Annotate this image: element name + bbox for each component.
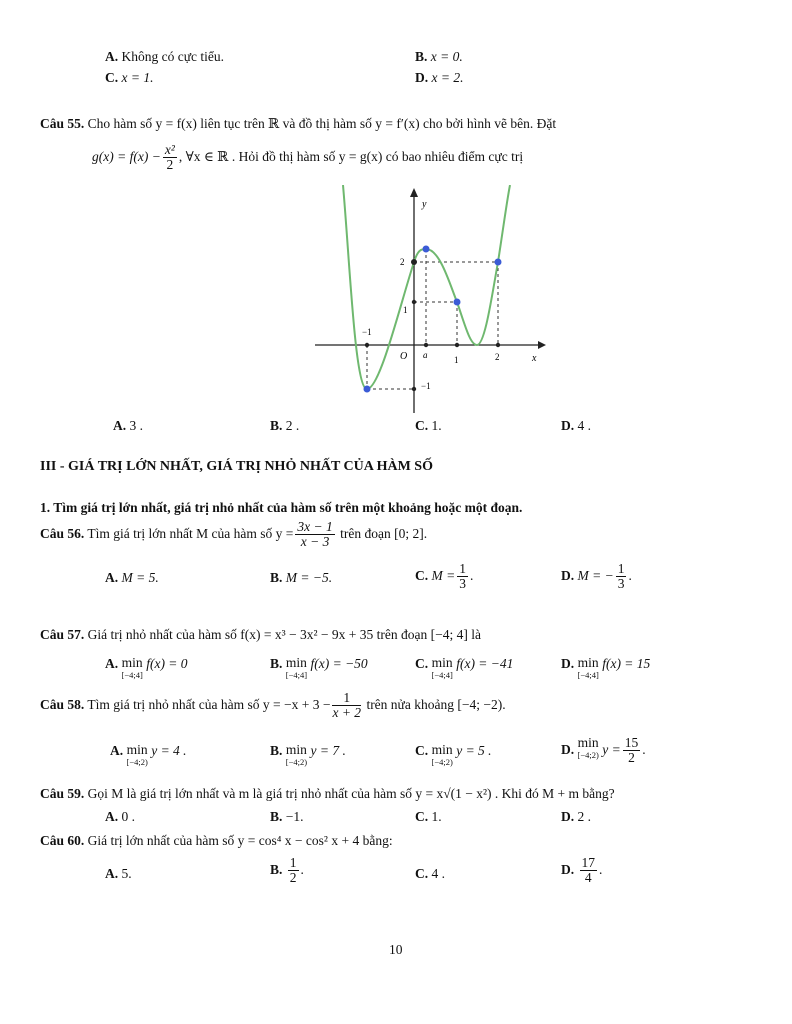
q59-option-a: A. 0 . bbox=[105, 809, 135, 824]
label-x: x bbox=[532, 353, 537, 364]
label-y-2: 2 bbox=[400, 257, 405, 267]
guide-lines bbox=[367, 249, 498, 389]
q55-text: Câu 55. Cho hàm số y = f(x) liên tục trên ℝ và đồ thị hàm số y = f′(x) cho bởi hình vẽ bên. Đặt bbox=[40, 116, 557, 131]
q59-option-b: B. −1. bbox=[270, 809, 304, 824]
x-axis-arrow bbox=[538, 341, 546, 349]
point-0-2 bbox=[411, 259, 417, 265]
label-y-neg1: −1 bbox=[421, 381, 431, 391]
label-origin: O bbox=[400, 351, 408, 362]
label-y-1: 1 bbox=[403, 305, 408, 315]
label-y: y bbox=[422, 199, 427, 210]
q54-option-a: A. Không có cực tiểu. bbox=[105, 49, 225, 64]
q60-option-c: C. 4 . bbox=[415, 866, 445, 881]
section-subtitle: 1. Tìm giá trị lớn nhất, giá trị nhỏ nhất của hàm số trên một khoảng hoặc một đoạn. bbox=[40, 500, 523, 515]
point-1-1 bbox=[454, 299, 461, 306]
label-x-neg1: −1 bbox=[362, 327, 372, 337]
q55-option-d: D. 4 . bbox=[561, 418, 591, 433]
q60-text: Câu 60. Giá trị lớn nhất của hàm số y = cos⁴ x − cos² x + 4 bằng: bbox=[40, 833, 393, 848]
q60-option-b: B. $\frac{1}{2}$ . bbox=[270, 855, 304, 886]
point-a-max bbox=[423, 246, 430, 253]
q58-option-b: B. min [−4;2) y = 7 . bbox=[270, 742, 346, 767]
q60-option-d: D. $\frac{17}{4}$ . bbox=[561, 855, 603, 886]
section-title: III - GIÁ TRỊ LỚN NHẤT, GIÁ TRỊ NHỎ NHẤT CỦA HÀM SỐ bbox=[40, 459, 433, 474]
q56-option-a: A. M = 5. bbox=[105, 570, 159, 585]
q58-option-c: C. min [−4;2) y = 5 . bbox=[415, 742, 492, 767]
q55-option-c: C. 1. bbox=[415, 418, 442, 433]
q55-option-a: A. 3 . bbox=[113, 418, 143, 433]
page-number: 10 bbox=[389, 942, 403, 957]
q57-text: Câu 57. Giá trị nhỏ nhất của hàm số f(x) = x³ − 3x² − 9x + 35 trên đoạn [−4; 4] là bbox=[40, 627, 481, 642]
y-axis-arrow bbox=[410, 188, 418, 197]
derivative-graph bbox=[310, 185, 550, 415]
q59-option-d: D. 2 . bbox=[561, 809, 591, 824]
q59-option-c: C. 1. bbox=[415, 809, 442, 824]
q54-option-c: C. x = 1. bbox=[105, 70, 154, 85]
label-x-1: 1 bbox=[454, 355, 459, 365]
q58-option-a: A. min [−4;2) y = 4 . bbox=[110, 742, 187, 767]
label-a: a bbox=[423, 350, 428, 360]
q55-option-b: B. 2 . bbox=[270, 418, 300, 433]
q55-g-definition: g(x) = f(x) − $\frac{\text{x²}}{2}$ , ∀x ∈ ℝ . Hỏi đồ thị hàm số y = g(x) có bao nhiêu điểm cực trị bbox=[92, 142, 524, 173]
q57-option-b: B. min [−4;4] f(x) = −50 bbox=[270, 655, 368, 680]
q56-option-d: D. M = − $\frac{1}{3}$ . bbox=[561, 561, 632, 592]
q58-option-d: D. min [−4;2) y = $\frac{15}{2}$ . bbox=[561, 735, 646, 766]
q56-option-b: B. M = −5. bbox=[270, 570, 333, 585]
q54-option-d: D. x = 2. bbox=[415, 70, 464, 85]
point-2-2 bbox=[495, 259, 502, 266]
q54-option-b: B. x = 0. bbox=[415, 49, 463, 64]
q58-text: Câu 58. Tìm giá trị nhỏ nhất của hàm số y = −x + 3 − $\frac{1}{x + 2}$ trên nửa khoảng [−4; −2). bbox=[40, 690, 506, 721]
q57-option-c: C. min [−4;4] f(x) = −41 bbox=[415, 655, 514, 680]
label-x-2: 2 bbox=[495, 352, 500, 362]
q56-option-c: C. M = $\frac{1}{3}$ . bbox=[415, 561, 474, 592]
q59-text: Câu 59. Gọi M là giá trị lớn nhất và m là giá trị nhỏ nhất của hàm số y = x√(1 − x²) . Khi đó M + m bằng? bbox=[40, 786, 615, 801]
q57-option-a: A. min [−4;4] f(x) = 0 bbox=[105, 655, 188, 680]
q56-text: Câu 56. Tìm giá trị lớn nhất M của hàm số y = $\frac{3x - 1}{x - 3}$ trên đoạn [0; 2]. bbox=[40, 519, 428, 550]
q60-option-a: A. 5. bbox=[105, 866, 132, 881]
q57-option-d: D. min [−4;4] f(x) = 15 bbox=[561, 655, 651, 680]
point-neg1-neg1 bbox=[364, 386, 371, 393]
